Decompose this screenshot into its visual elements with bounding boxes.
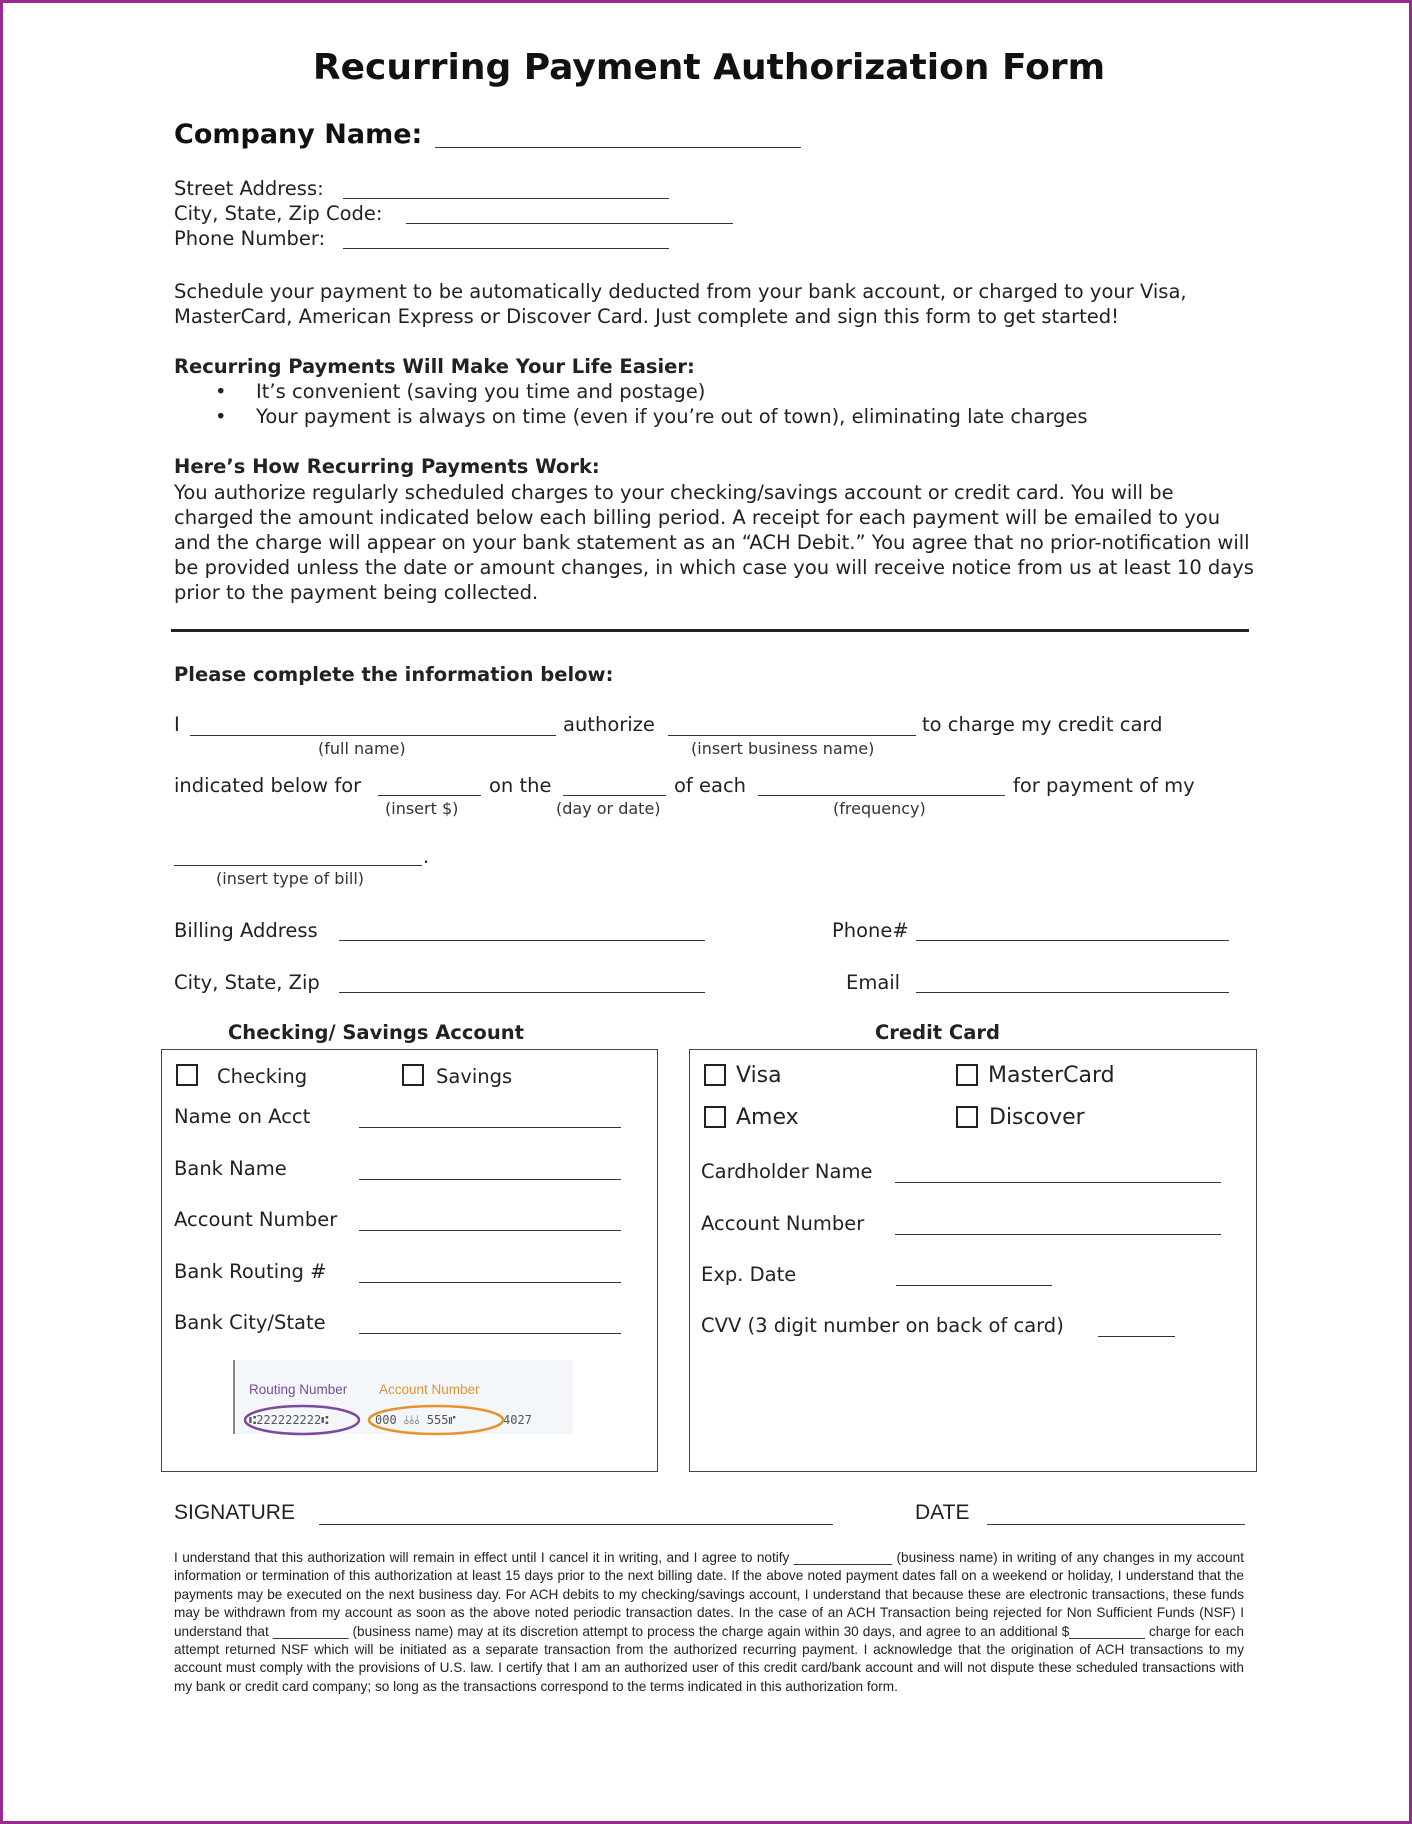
discover-label: Discover [989, 1105, 1085, 1130]
signature-field[interactable] [319, 1524, 833, 1525]
cardholder-name-field[interactable] [895, 1182, 1221, 1183]
routing-number-caption: Routing Number [249, 1382, 348, 1397]
how-heading: Here’s How Recurring Payments Work: [174, 455, 600, 478]
bullet: • [215, 380, 227, 403]
phone-number-field[interactable] [343, 248, 669, 249]
of-each-text: of each [674, 774, 747, 797]
bank-name-label: Bank Name [174, 1157, 287, 1180]
street-address-label: Street Address: [174, 177, 324, 200]
benefit-item: It’s convenient (saving you time and postage) [256, 380, 706, 403]
card-account-number-field[interactable] [895, 1234, 1221, 1235]
cvv-label: CVV (3 digit number on back of card) [701, 1314, 1064, 1337]
business-name-hint: (insert business name) [691, 739, 875, 758]
savings-checkbox[interactable] [402, 1064, 424, 1086]
email-field[interactable] [916, 992, 1229, 993]
exp-date-field[interactable] [896, 1285, 1052, 1286]
city-state-zip-label: City, State, Zip Code: [174, 202, 383, 225]
company-name-label: Company Name: [174, 119, 423, 150]
visa-checkbox[interactable] [704, 1064, 726, 1086]
form-title: Recurring Payment Authorization Form [312, 47, 1106, 88]
checking-label: Checking [217, 1065, 308, 1088]
cvv-field[interactable] [1098, 1336, 1175, 1337]
for-payment-text: for payment of my [1013, 774, 1195, 797]
amount-field[interactable] [378, 795, 481, 796]
full-name-field[interactable] [190, 735, 556, 736]
full-name-hint: (full name) [318, 739, 406, 758]
city-state-zip-field[interactable] [406, 223, 733, 224]
cardholder-name-label: Cardholder Name [701, 1160, 873, 1183]
account-number-caption: Account Number [379, 1382, 480, 1397]
benefits-heading: Recurring Payments Will Make Your Life Easier: [174, 355, 695, 378]
billing-address-label: Billing Address [174, 919, 318, 942]
bill-type-hint: (insert type of bill) [216, 869, 365, 888]
routing-digits: ⑆222222222⑆ [249, 1413, 329, 1427]
bank-account-number-field[interactable] [359, 1230, 621, 1231]
day-field[interactable] [563, 795, 666, 796]
benefit-item: Your payment is always on time (even if you’re out of town), eliminating late charges [256, 405, 1088, 428]
check-number: 4027 [503, 1413, 532, 1427]
bank-city-state-label: Bank City/State [174, 1311, 326, 1334]
indicated-for-text: indicated below for [174, 774, 362, 797]
billing-address-field[interactable] [339, 940, 705, 941]
bill-type-field[interactable] [174, 865, 422, 866]
street-address-field[interactable] [343, 198, 669, 199]
savings-label: Savings [436, 1065, 513, 1088]
business-name-field[interactable] [668, 735, 916, 736]
authorization-terms: I understand that this authorization will remain in effect until I cancel it in writing, and I agree to notify _____________ (business name) in writing of any changes in my account information or termination of this authorization at least 15 days prior to the next billing date. If the above noted payment dates fall on a weekend or holiday, I understand that the payments may be executed on the next business day. For ACH debits to my checking/savings account, I understand that because these are electronic transactions, these funds may be withdrawn from my account as soon as the above noted periodic transaction dates. In the case of an ACH Transaction being rejected for Non Sufficient Funds (NSF) I understand that __________ (business name) may at its discretion attempt to process the charge again within 30 days, and agree to an additional $__________ charge for each attempt returned NSF which will be initiated as a separate transaction from the authorized recurring payment. I acknowledge that the origination of ACH transactions to my account must comply with the provisions of U.S. law. I certify that I am an authorized user of this credit card/bank account and will not dispute these scheduled transactions with my bank or credit card company; so long as the transactions correspond to the terms indicated in this authorization form. [174, 1550, 1244, 1694]
amex-label: Amex [736, 1105, 799, 1130]
intro-paragraph: Schedule your payment to be automatically deducted from your bank account, or charged to your Visa, MasterCard, American Express or Discover Card. Just complete and sign this form to get started! [174, 280, 1187, 328]
city-state-zip-billing-label: City, State, Zip [174, 971, 320, 994]
bank-section-heading: Checking/ Savings Account [228, 1021, 524, 1044]
on-the-text: on the [489, 774, 552, 797]
card-section-heading: Credit Card [875, 1021, 1000, 1044]
bank-name-field[interactable] [359, 1179, 621, 1180]
bank-routing-label: Bank Routing # [174, 1260, 327, 1283]
account-digits: 000 ⫰⫰⫰ 555⑈ [375, 1413, 456, 1427]
discover-checkbox[interactable] [956, 1106, 978, 1128]
phone-field[interactable] [916, 940, 1229, 941]
bank-city-state-field[interactable] [359, 1333, 621, 1334]
frequency-hint: (frequency) [833, 799, 926, 818]
how-paragraph: You authorize regularly scheduled charges to your checking/savings account or credit card. You will be charged the amount indicated below each billing period. A receipt for each payment will be emailed to you and the charge will appear on your bank statement as an “ACH Debit.” You agree that no prior-notification will be provided unless the date or amount changes, in which case you will receive notice from us at least 10 days prior to the payment being collected. [174, 481, 1254, 604]
phone-label: Phone# [832, 919, 909, 942]
date-label: DATE [915, 1501, 970, 1524]
to-charge-text: to charge my credit card [922, 713, 1163, 736]
complete-heading: Please complete the information below: [174, 663, 614, 686]
checking-checkbox[interactable] [176, 1064, 198, 1086]
frequency-field[interactable] [758, 795, 1005, 796]
bank-routing-field[interactable] [359, 1282, 621, 1283]
signature-label: SIGNATURE [174, 1501, 295, 1524]
check-diagram [229, 1358, 579, 1438]
amount-hint: (insert $) [385, 799, 459, 818]
mastercard-label: MasterCard [988, 1063, 1115, 1088]
section-divider [171, 629, 1249, 632]
visa-label: Visa [736, 1063, 782, 1088]
mastercard-checkbox[interactable] [956, 1064, 978, 1086]
email-label: Email [846, 971, 901, 994]
city-state-zip-billing-field[interactable] [339, 992, 705, 993]
phone-number-label: Phone Number: [174, 227, 326, 250]
period: . [423, 845, 430, 868]
name-on-acct-field[interactable] [359, 1127, 621, 1128]
bank-account-number-label: Account Number [174, 1208, 338, 1231]
exp-date-label: Exp. Date [701, 1263, 797, 1286]
date-field[interactable] [987, 1524, 1245, 1525]
company-name-field[interactable] [435, 147, 801, 148]
authorization-i: I [174, 713, 180, 736]
card-account-number-label: Account Number [701, 1212, 865, 1235]
name-on-acct-label: Name on Acct [174, 1105, 311, 1128]
amex-checkbox[interactable] [704, 1106, 726, 1128]
day-hint: (day or date) [556, 799, 661, 818]
authorize-text: authorize [563, 713, 655, 736]
bullet: • [215, 405, 227, 428]
